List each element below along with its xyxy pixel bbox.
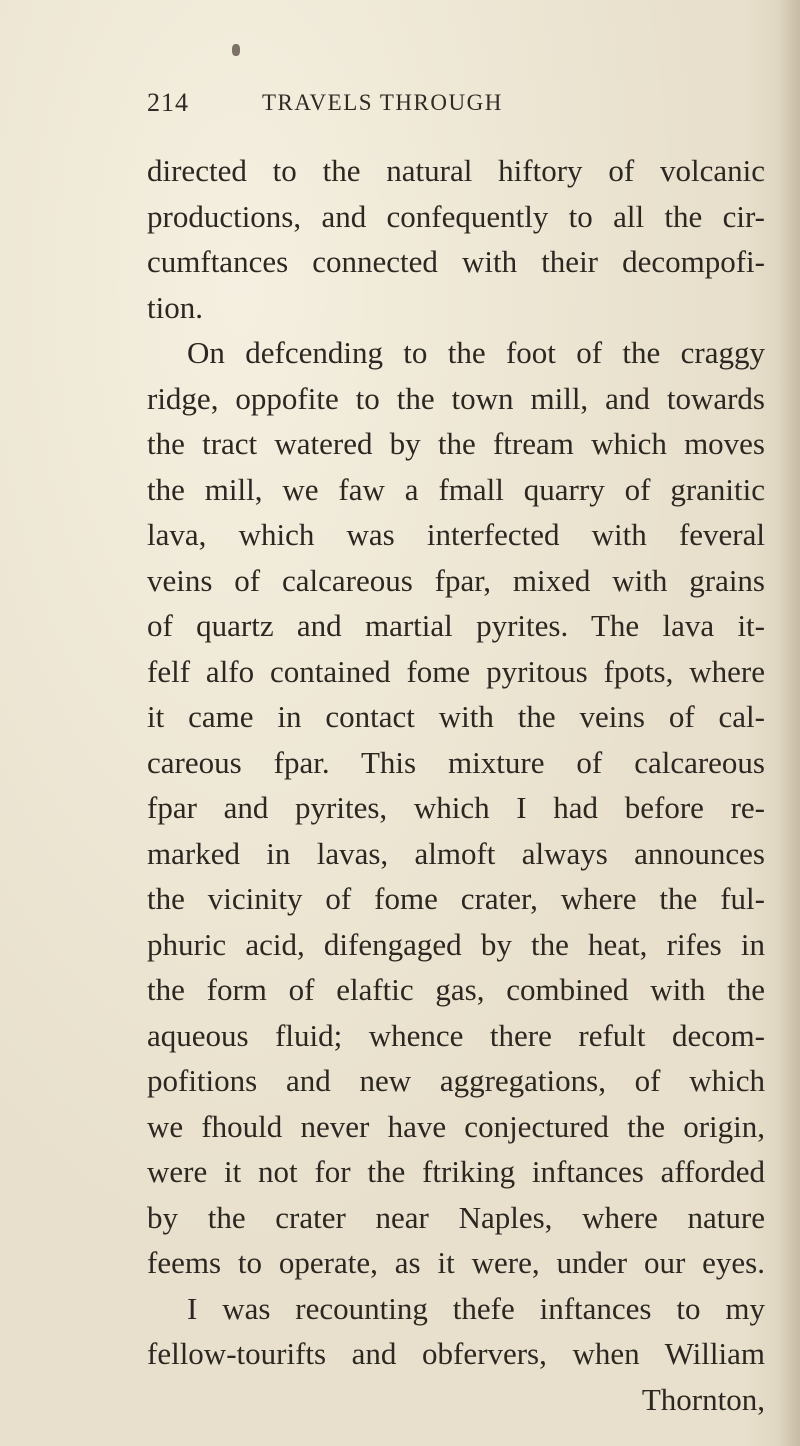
text-line: phuric acid, difengaged by the heat, rifes in — [147, 926, 765, 962]
text-line: were it not for the ftriking inftances afforded — [147, 1154, 765, 1189]
text-line: by the crater near Naples, where nature — [147, 1199, 765, 1235]
text-line: pofitions and new aggregations, of which — [147, 1063, 765, 1098]
page-header — [0, 88, 800, 122]
text-line: careous fpar. This mixture of calcareous — [147, 744, 765, 780]
text-line: of quartz and martial pyrites. The lava it- — [147, 608, 765, 643]
text-line: fellow-tourifts and obfervers, when William — [147, 1336, 765, 1371]
text-line: I was recounting thefe inftances to my — [187, 1290, 765, 1326]
body-text — [147, 148, 765, 1422]
ink-smudge — [232, 44, 240, 56]
catchword-line: Thornton, — [641, 1381, 765, 1417]
text-line: lava, which was interfected with feveral — [147, 517, 765, 552]
text-line: ridge, oppofite to the town mill, and towards — [147, 380, 765, 416]
page-edge-shadow — [778, 0, 800, 1446]
text-line: the form of elaftic gas, combined with the — [147, 972, 765, 1007]
text-line: the tract watered by the ftream which moves — [147, 426, 765, 461]
text-line: productions, and confequently to all the cir- — [147, 198, 765, 234]
text-line: felf alfo contained fome pyritous fpots, where — [147, 653, 765, 689]
text-line: aqueous fluid; whence there refult decom- — [147, 1017, 765, 1053]
text-line: feems to operate, as it were, under our eyes. — [147, 1245, 765, 1280]
text-line: cumftances connected with their decompofi- — [147, 244, 765, 279]
text-line: we fhould never have conjectured the origin, — [147, 1108, 765, 1144]
text-line: veins of calcareous fpar, mixed with grains — [147, 562, 765, 598]
page-number: 214 — [147, 88, 189, 117]
text-line: the vicinity of fome crater, where the ful- — [147, 881, 765, 916]
text-line: directed to the natural hiftory of volcanic — [147, 153, 765, 188]
text-line: the mill, we faw a fmall quarry of granitic — [147, 471, 765, 507]
text-line: marked in lavas, almoft always announces — [147, 835, 765, 871]
text-line: fpar and pyrites, which I had before re- — [147, 790, 765, 825]
text-line: tion. — [147, 289, 203, 325]
text-line: it came in contact with the veins of cal- — [147, 699, 765, 734]
running-head: TRAVELS THROUGH — [262, 90, 503, 115]
text-line: On defcending to the foot of the craggy — [187, 335, 765, 370]
